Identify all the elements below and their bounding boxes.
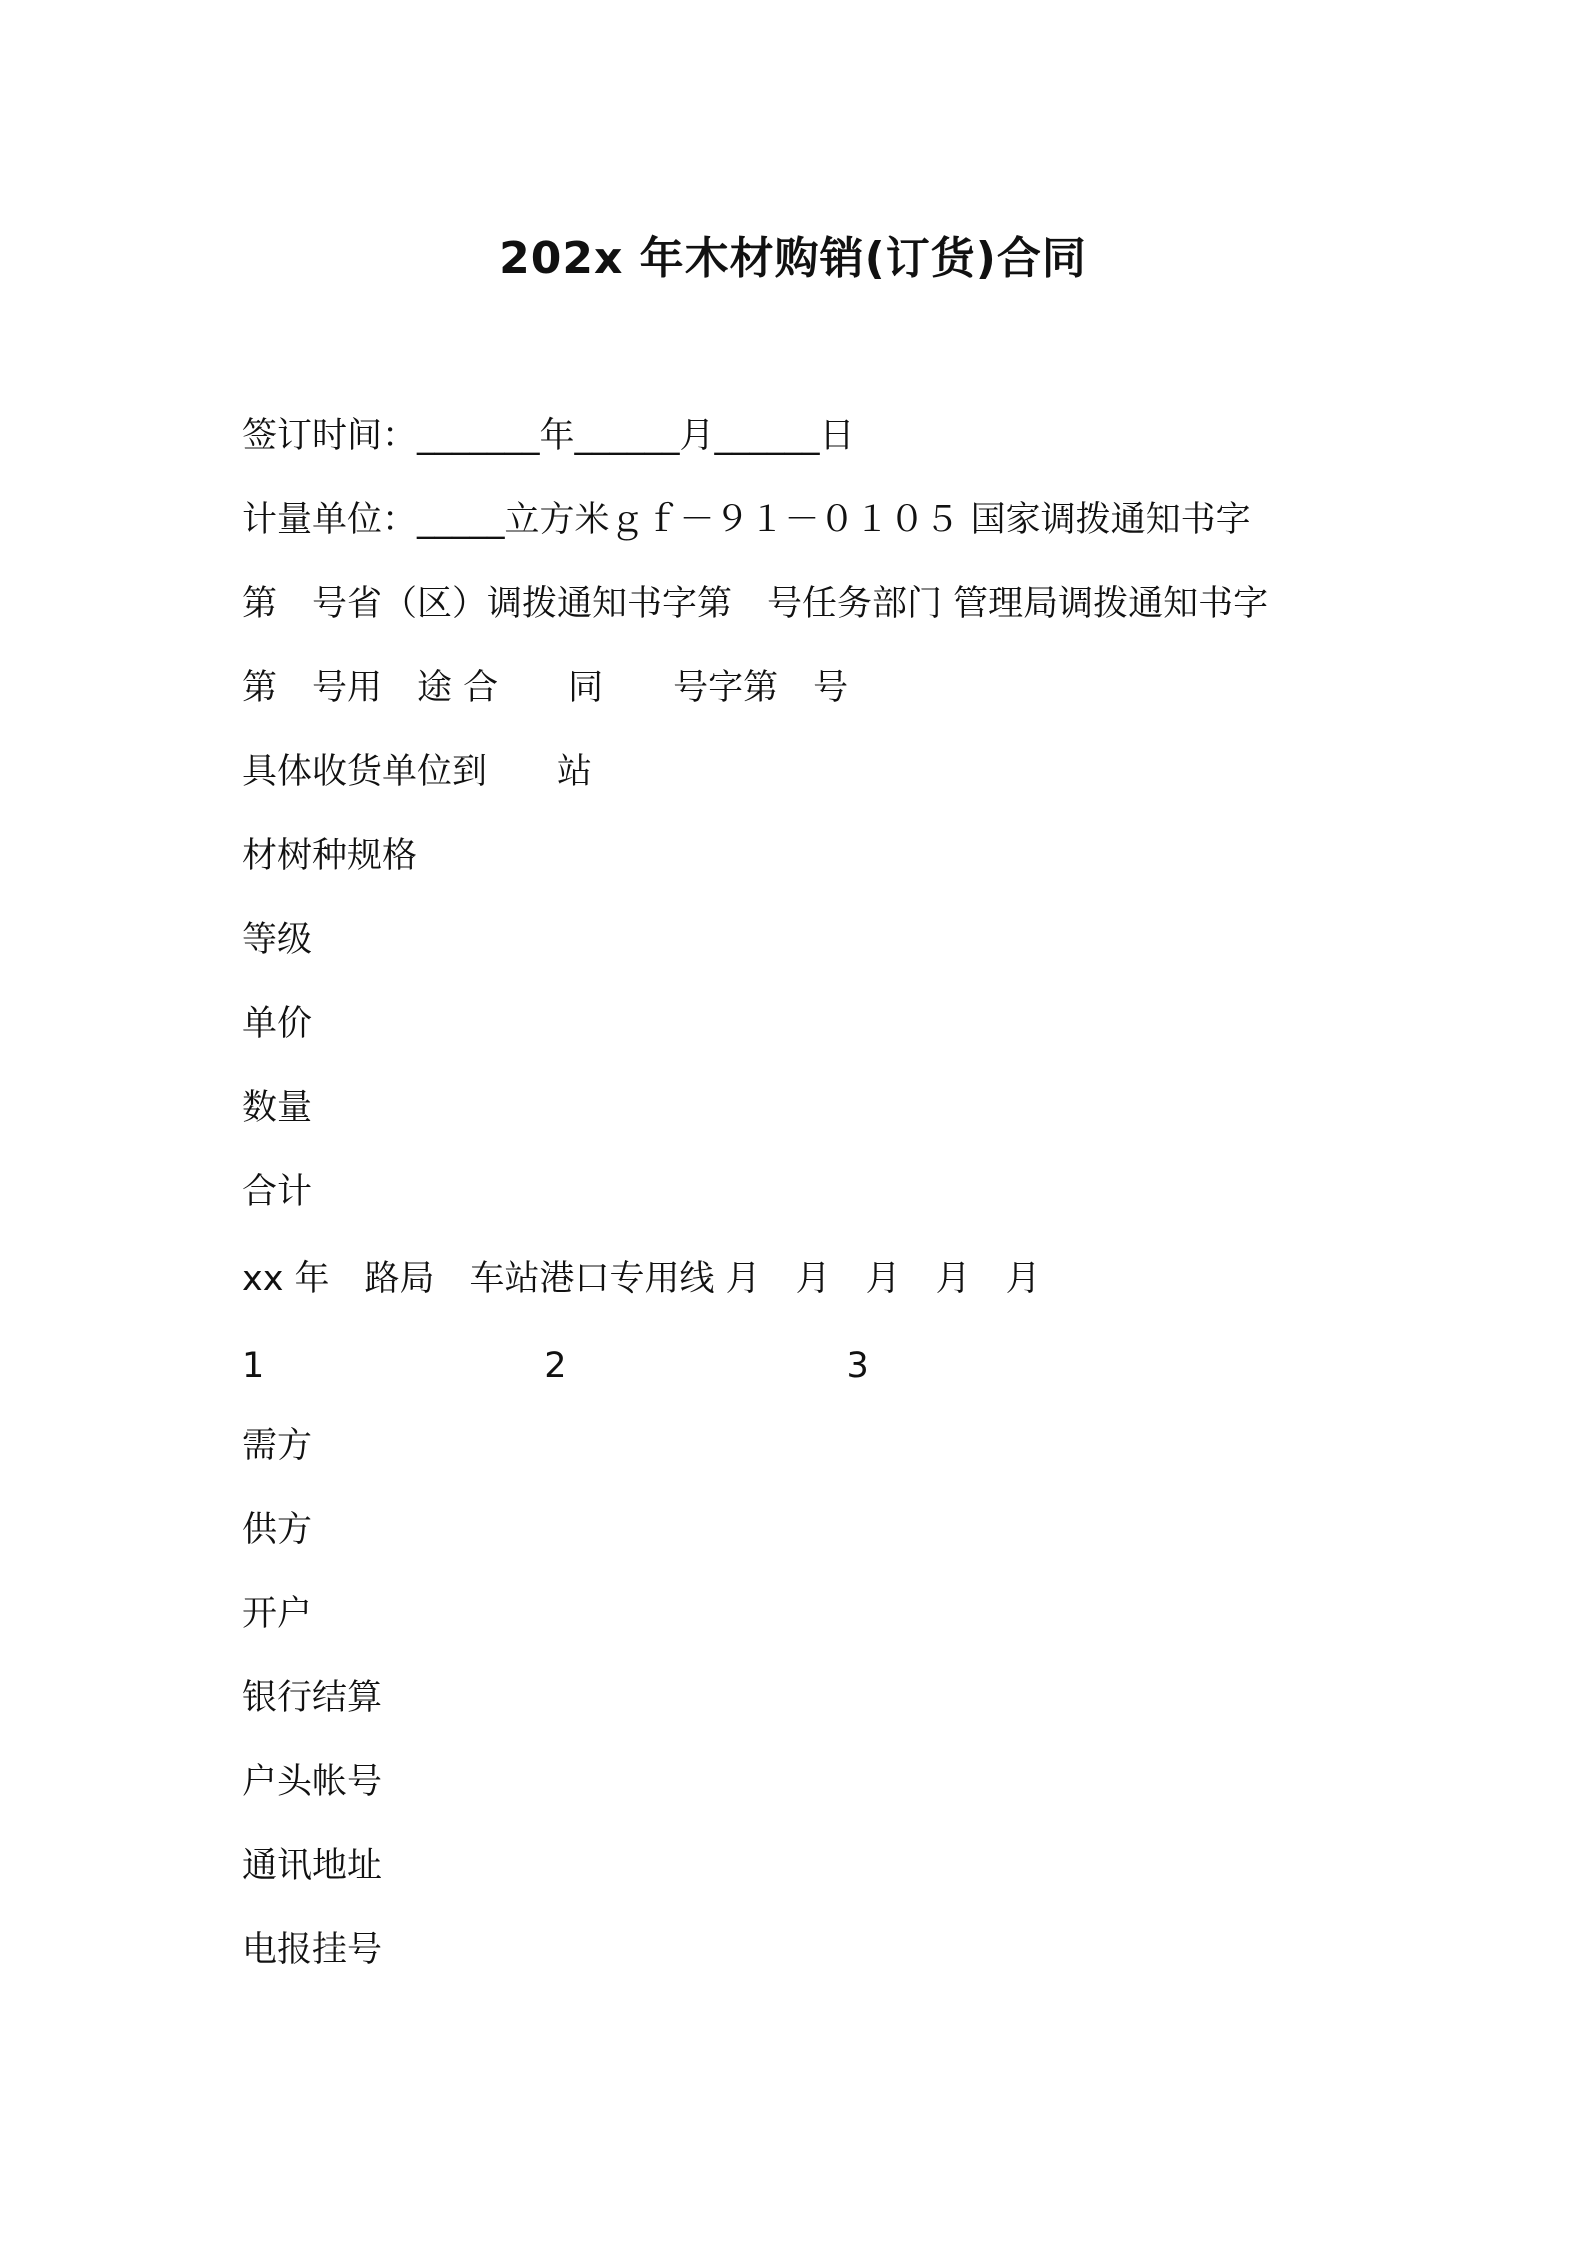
species-spec-line: 材树种规格 <box>242 836 418 876</box>
signing-date-line: 签订时间：_______年______月______日 <box>242 416 855 456</box>
bank-settlement-line: 银行结算 <box>242 1678 383 1718</box>
supplier-line: 供方 <box>242 1510 313 1550</box>
telegraph-code-line: 电报挂号 <box>242 1930 383 1970</box>
document-title: 202x 年木材购销(订货)合同 <box>499 233 1087 284</box>
purpose-contract-line: 第 号用 途 合 同 号字第 号 <box>242 668 849 708</box>
mailing-address-line: 通讯地址 <box>242 1846 383 1886</box>
numbering-line: 1 2 3 <box>242 1346 869 1386</box>
total-line: 合计 <box>242 1172 313 1212</box>
account-number-line: 户头帐号 <box>242 1762 383 1802</box>
unit-price-line: 单价 <box>242 1004 313 1044</box>
quantity-line: 数量 <box>242 1088 313 1128</box>
grade-line: 等级 <box>242 920 313 960</box>
allocation-notice-line: 第 号省（区）调拨通知书字第 号任务部门 管理局调拨通知书字 <box>242 584 1269 624</box>
account-opening-line: 开户 <box>242 1594 313 1634</box>
receiving-unit-line: 具体收货单位到 站 <box>242 752 593 792</box>
measurement-unit-line: 计量单位：_____立方米ｇｆ－９１－０１０５ 国家调拨通知书字 <box>242 500 1251 540</box>
railway-station-line: xx 年 路局 车站港口专用线 月 月 月 月 月 <box>242 1259 1041 1299</box>
buyer-line: 需方 <box>242 1426 313 1466</box>
